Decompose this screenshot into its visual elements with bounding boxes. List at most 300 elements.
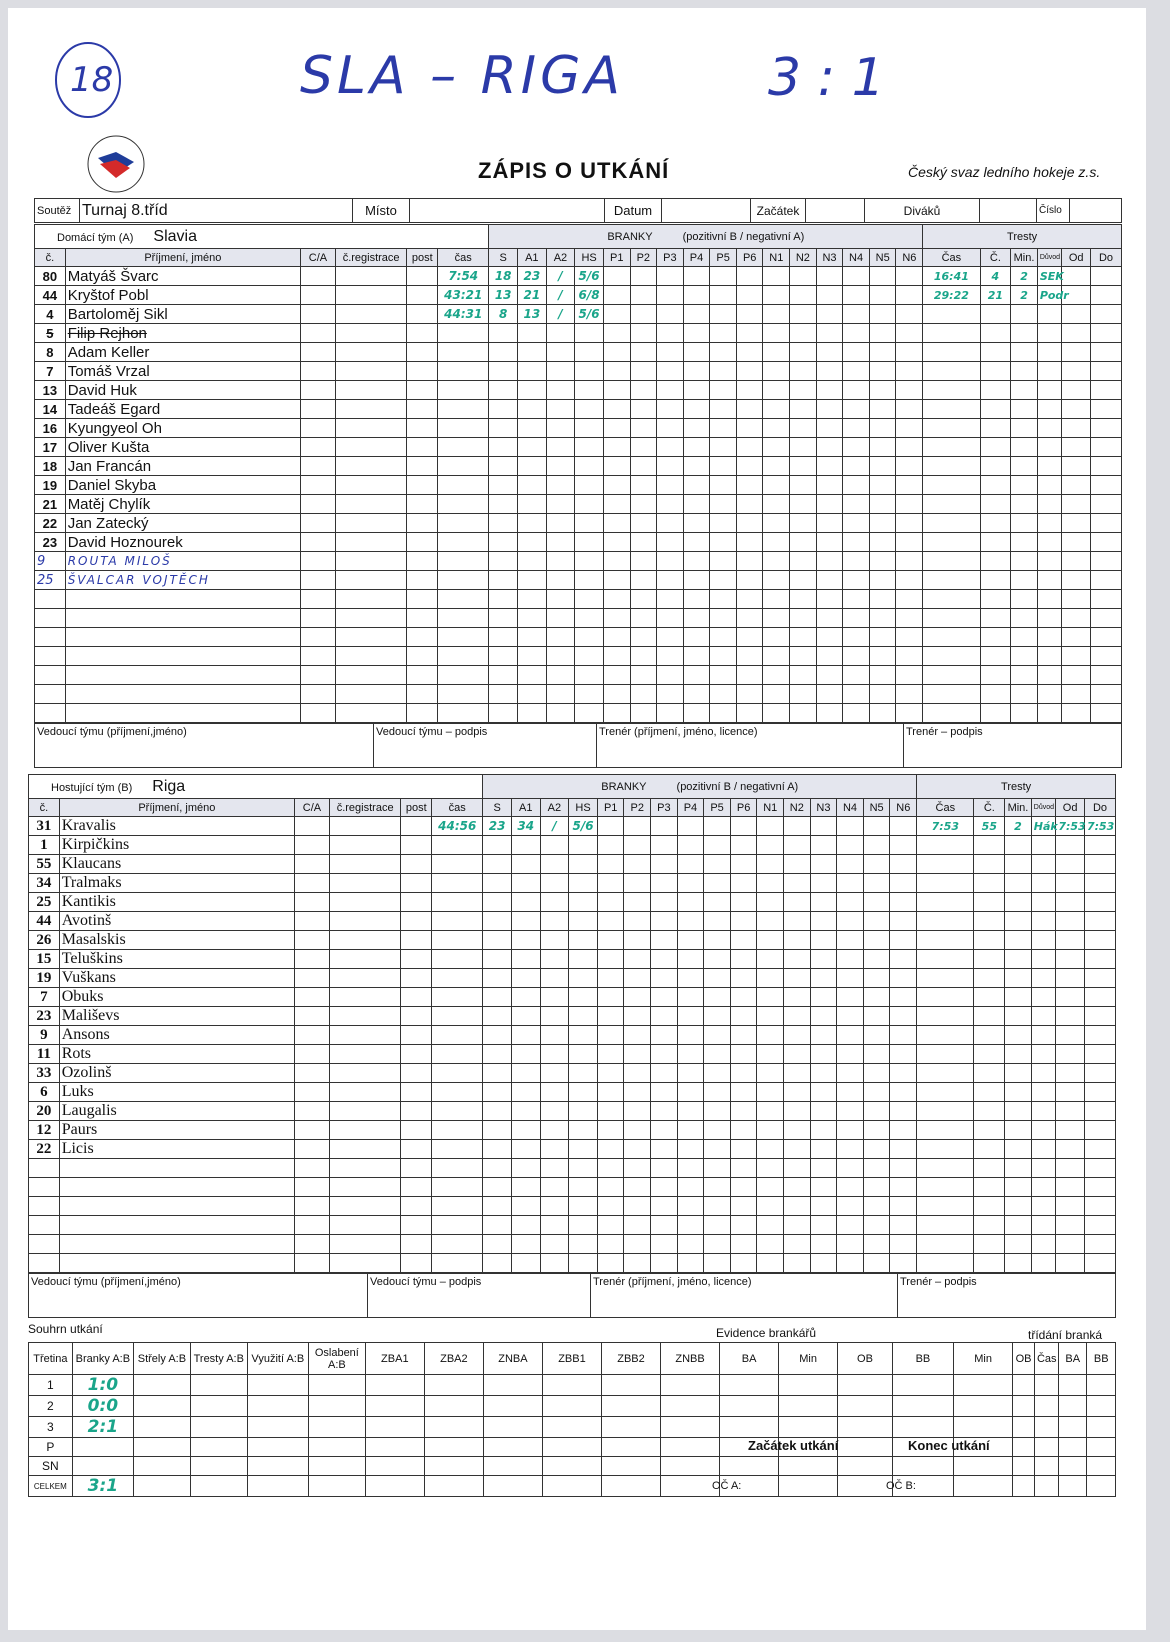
registrace-cell [329,1159,401,1178]
penalty-c [980,685,1011,704]
goal-a1 [518,381,547,400]
post-cell [401,874,432,893]
post-cell [401,950,432,969]
pn-cell [603,495,630,514]
pn-cell [624,969,651,988]
penalty-c [980,647,1011,666]
registrace-cell [335,343,407,362]
penalty-do [1084,1140,1115,1159]
penalty-cas [917,1045,974,1064]
trener-cell-label: Trenér (příjmení, jméno, licence) [593,1276,752,1288]
col-post: post [407,249,438,267]
ca-cell [301,476,336,495]
col-a2: A2 [546,249,575,267]
summary-cell [838,1396,893,1417]
player-name: David Hoznourek [65,533,300,552]
pn-cell [597,817,624,836]
summary-cell [483,1476,542,1497]
summary-cell [1059,1457,1087,1476]
penalty-od [1062,457,1091,476]
goal-cas [438,666,489,685]
goal-cas [438,590,489,609]
pn-cell [757,950,784,969]
pn-cell [730,931,757,950]
penalty-od [1056,950,1085,969]
pn-cell [657,400,684,419]
penalty-cas [923,457,980,476]
goal-a1 [511,1007,540,1026]
pn-cell [704,1235,731,1254]
pn-cell [863,836,890,855]
pn-cell [790,362,817,381]
penalty-c [980,571,1011,590]
penalty-od [1056,1197,1085,1216]
penalty-do [1091,267,1122,286]
pn-cell [757,855,784,874]
penalty-min [1011,514,1038,533]
goal-cas [432,1083,483,1102]
col-p3: P3 [657,249,684,267]
summary-cell [424,1476,483,1497]
ca-cell [301,324,336,343]
pn-cell [683,324,710,343]
ca-cell [301,704,336,723]
pn-cell [677,1083,704,1102]
pn-cell [816,362,843,381]
ca-cell [301,381,336,400]
pn-cell [890,1197,917,1216]
pn-cell [790,305,817,324]
summary-col: Tresty A:B [190,1343,247,1375]
branky-header [489,225,923,249]
goal-cas [438,381,489,400]
pn-cell [651,855,678,874]
penalty-cas [923,419,980,438]
goal-a2 [540,1121,569,1140]
goals-cell: 1:0 [72,1375,133,1396]
summary-cell [365,1375,424,1396]
table-row [29,1083,1116,1102]
pn-cell [763,343,790,362]
penalty-duvod [1037,362,1062,381]
goal-cas [438,495,489,514]
post-cell [407,286,438,305]
goal-a2: / [540,817,569,836]
pn-cell [710,381,737,400]
penalty-do [1091,647,1122,666]
goal-s [483,1216,512,1235]
player-number: 25 [35,571,66,590]
pn-cell [837,969,864,988]
pn-cell [657,552,684,571]
col-hs: HS [569,799,598,817]
col-cas: čas [432,799,483,817]
pn-cell [624,836,651,855]
summary-cell [838,1457,893,1476]
goal-a1 [518,704,547,723]
player-name: Matyáš Švarc [65,267,300,286]
goal-cas [432,1216,483,1235]
summary-cell [601,1438,660,1457]
penalty-duvod [1037,609,1062,628]
pn-cell [837,1026,864,1045]
pn-cell [603,628,630,647]
pn-cell [863,1007,890,1026]
goal-cas [432,950,483,969]
pn-cell [603,476,630,495]
penalty-do [1091,628,1122,647]
pn-cell [683,571,710,590]
goal-a1 [518,362,547,381]
pn-cell [603,514,630,533]
pn-cell [863,1140,890,1159]
goal-a2 [546,495,575,514]
pn-cell [657,362,684,381]
col-n6: N6 [896,249,923,267]
goal-hs [575,362,604,381]
goal-a2 [546,324,575,343]
registrace-cell [335,628,407,647]
pn-cell [630,305,657,324]
vedouci-cell-label: Vedoucí týmu (příjmení,jméno) [37,726,187,738]
pn-cell [810,1159,837,1178]
goal-hs [569,1026,598,1045]
player-name: Laugalis [59,1102,294,1121]
pn-cell [683,438,710,457]
pn-cell [704,1121,731,1140]
pn-cell [736,438,763,457]
pn-cell [736,495,763,514]
table-row [35,305,1122,324]
player-number [29,1159,60,1178]
ca-cell [295,1197,330,1216]
penalty-duvod [1031,912,1056,931]
penalty-od [1056,1159,1085,1178]
pn-cell [784,1140,811,1159]
pn-cell [730,1159,757,1178]
summary-cell [1059,1476,1087,1497]
penalty-od [1056,1121,1085,1140]
table-row [35,324,1122,343]
penalty-od [1056,855,1085,874]
pn-cell [790,381,817,400]
summary-cell [308,1476,365,1497]
goal-s [483,1007,512,1026]
table-row [29,1197,1116,1216]
pn-cell [757,1083,784,1102]
goal-s [489,381,518,400]
goal-s: 8 [489,305,518,324]
cislo-label: Číslo [1037,199,1070,223]
pn-cell [597,1045,624,1064]
player-number: 34 [29,874,60,893]
pn-cell [651,1026,678,1045]
goal-a1 [518,590,547,609]
goal-s [483,1102,512,1121]
summary-cell [838,1417,893,1438]
pn-cell [710,628,737,647]
player-name: Kirpičkins [59,836,294,855]
tresty-header: Tresty [923,225,1122,249]
pn-cell [704,893,731,912]
pn-cell [683,666,710,685]
col-ca: C/A [295,799,330,817]
registrace-cell [329,1140,401,1159]
col-t_duvod: Důvod [1037,249,1062,267]
penalty-c [980,457,1011,476]
pn-cell [710,286,737,305]
pn-cell [736,457,763,476]
pn-cell [784,912,811,931]
pn-cell [869,419,896,438]
goal-a1: 13 [518,305,547,324]
pn-cell [710,704,737,723]
table-row [35,533,1122,552]
pn-cell [843,571,870,590]
pn-cell [630,628,657,647]
pn-cell [896,362,923,381]
pn-cell [863,874,890,893]
penalty-do [1091,609,1122,628]
pn-cell [651,1140,678,1159]
pn-cell [843,685,870,704]
table-row [35,286,1122,305]
penalty-min [1011,533,1038,552]
pn-cell [890,1102,917,1121]
penalty-min [1005,855,1032,874]
pn-cell [677,1102,704,1121]
goal-a2 [540,836,569,855]
summary-cell [483,1417,542,1438]
player-number: 17 [35,438,66,457]
table-row [35,685,1122,704]
registrace-cell [329,1007,401,1026]
col-registrace: č.registrace [329,799,401,817]
pn-cell [677,1197,704,1216]
ca-cell [295,1007,330,1026]
goal-cas [432,1121,483,1140]
goal-a2 [540,950,569,969]
goal-cas [438,533,489,552]
summary-col: ZBA1 [365,1343,424,1375]
penalty-od [1062,381,1091,400]
pn-cell [763,666,790,685]
pn-cell [784,1216,811,1235]
pn-cell [683,476,710,495]
pn-cell [843,666,870,685]
home-team-section [34,224,1122,768]
match-info-row [34,198,1122,223]
goal-s: 23 [483,817,512,836]
player-name: Ozolinš [59,1064,294,1083]
goal-hs [575,343,604,362]
penalty-min [1005,1216,1032,1235]
goal-hs [569,1197,598,1216]
penalty-od [1062,400,1091,419]
pn-cell [704,874,731,893]
goal-a1 [518,647,547,666]
pn-cell [730,1083,757,1102]
post-cell [401,836,432,855]
table-row [35,628,1122,647]
ca-cell [301,628,336,647]
penalty-cas [917,1121,974,1140]
pn-cell [651,874,678,893]
summary-cell [308,1417,365,1438]
goal-hs [569,893,598,912]
pn-cell [869,552,896,571]
pn-cell [683,552,710,571]
penalty-min [1011,495,1038,514]
score-sheet [8,8,1146,1630]
pn-cell [784,1197,811,1216]
pn-cell [677,1045,704,1064]
goal-s [489,514,518,533]
penalty-od [1056,1140,1085,1159]
table-row [35,457,1122,476]
penalty-do [1084,969,1115,988]
col-n1: N1 [763,249,790,267]
col-a1: A1 [518,249,547,267]
col-jmeno: Příjmení, jméno [59,799,294,817]
pn-cell [810,912,837,931]
col-n3: N3 [816,249,843,267]
pn-cell [624,817,651,836]
player-number [35,685,66,704]
ca-cell [295,1254,330,1273]
pn-cell [869,609,896,628]
pn-cell [603,362,630,381]
penalty-do [1091,495,1122,514]
col-a1: A1 [511,799,540,817]
penalty-od [1062,495,1091,514]
pn-cell [816,476,843,495]
table-row [35,704,1122,723]
pn-cell [757,1178,784,1197]
table-row [29,1375,1116,1396]
post-cell [407,362,438,381]
penalty-do [1084,1064,1115,1083]
goal-s [483,969,512,988]
summary-cell [483,1438,542,1457]
summary-cell [954,1457,1013,1476]
penalty-cas [917,1216,974,1235]
summary-cell [661,1375,720,1396]
col-p2: P2 [624,799,651,817]
registrace-cell [329,1178,401,1197]
player-name: Kryštof Pobl [65,286,300,305]
penalty-do [1091,476,1122,495]
goal-cas [432,874,483,893]
penalty-min [1011,324,1038,343]
goal-a1 [511,950,540,969]
summary-cell [1013,1476,1035,1497]
goal-s [489,704,518,723]
summary-col: BA [1059,1343,1087,1375]
pn-cell [810,950,837,969]
post-cell [401,855,432,874]
soutez-value: Turnaj 8.tříd [80,199,353,223]
pn-cell [843,552,870,571]
table-row [35,476,1122,495]
summary-cell [1087,1417,1116,1438]
player-name [65,666,300,685]
match-note: SLA – RIGA [300,46,624,106]
penalty-do [1084,950,1115,969]
pn-cell [843,305,870,324]
penalty-cas [923,552,980,571]
pn-cell [630,343,657,362]
player-name: Vuškans [59,969,294,988]
goal-s [483,950,512,969]
pn-cell [763,305,790,324]
post-cell [407,324,438,343]
goal-cas [432,1045,483,1064]
goal-cas [432,1026,483,1045]
pn-cell [784,836,811,855]
pn-cell [710,362,737,381]
penalty-od: 7:53 [1056,817,1085,836]
penalty-od [1062,685,1091,704]
summary-cell [1087,1396,1116,1417]
goal-s [483,1045,512,1064]
table-row [35,571,1122,590]
pn-cell [651,1178,678,1197]
goal-a2 [540,931,569,950]
pn-cell [816,571,843,590]
penalty-duvod [1037,419,1062,438]
pn-cell [603,267,630,286]
oc-b-label: OČ B: [886,1480,916,1492]
col-t_cas: Čas [917,799,974,817]
registrace-cell [329,1045,401,1064]
player-number: 19 [29,969,60,988]
pn-cell [810,1197,837,1216]
summary-cell [542,1417,601,1438]
penalty-c [980,343,1011,362]
pn-cell [730,874,757,893]
pn-cell [896,647,923,666]
pn-cell [869,400,896,419]
goal-hs [569,1216,598,1235]
penalty-min [1005,1007,1032,1026]
goal-a2 [540,969,569,988]
pn-cell [710,533,737,552]
pn-cell [710,438,737,457]
col-n2: N2 [784,799,811,817]
penalty-do [1091,457,1122,476]
goal-a2 [546,704,575,723]
registrace-cell [335,400,407,419]
summary-cell [424,1457,483,1476]
goal-a1 [518,343,547,362]
summary-cell [1013,1438,1035,1457]
pn-cell [677,817,704,836]
goals-cell [72,1438,133,1457]
table-row [35,419,1122,438]
goal-cas: 7:54 [438,267,489,286]
pn-cell [603,666,630,685]
pn-cell [651,1083,678,1102]
registrace-cell [329,1197,401,1216]
goal-a1 [518,628,547,647]
penalty-min [1011,362,1038,381]
goal-cas [432,1064,483,1083]
player-name: Obuks [59,988,294,1007]
summary-cell [661,1457,720,1476]
goal-hs [575,647,604,666]
penalty-c: 4 [980,267,1011,286]
